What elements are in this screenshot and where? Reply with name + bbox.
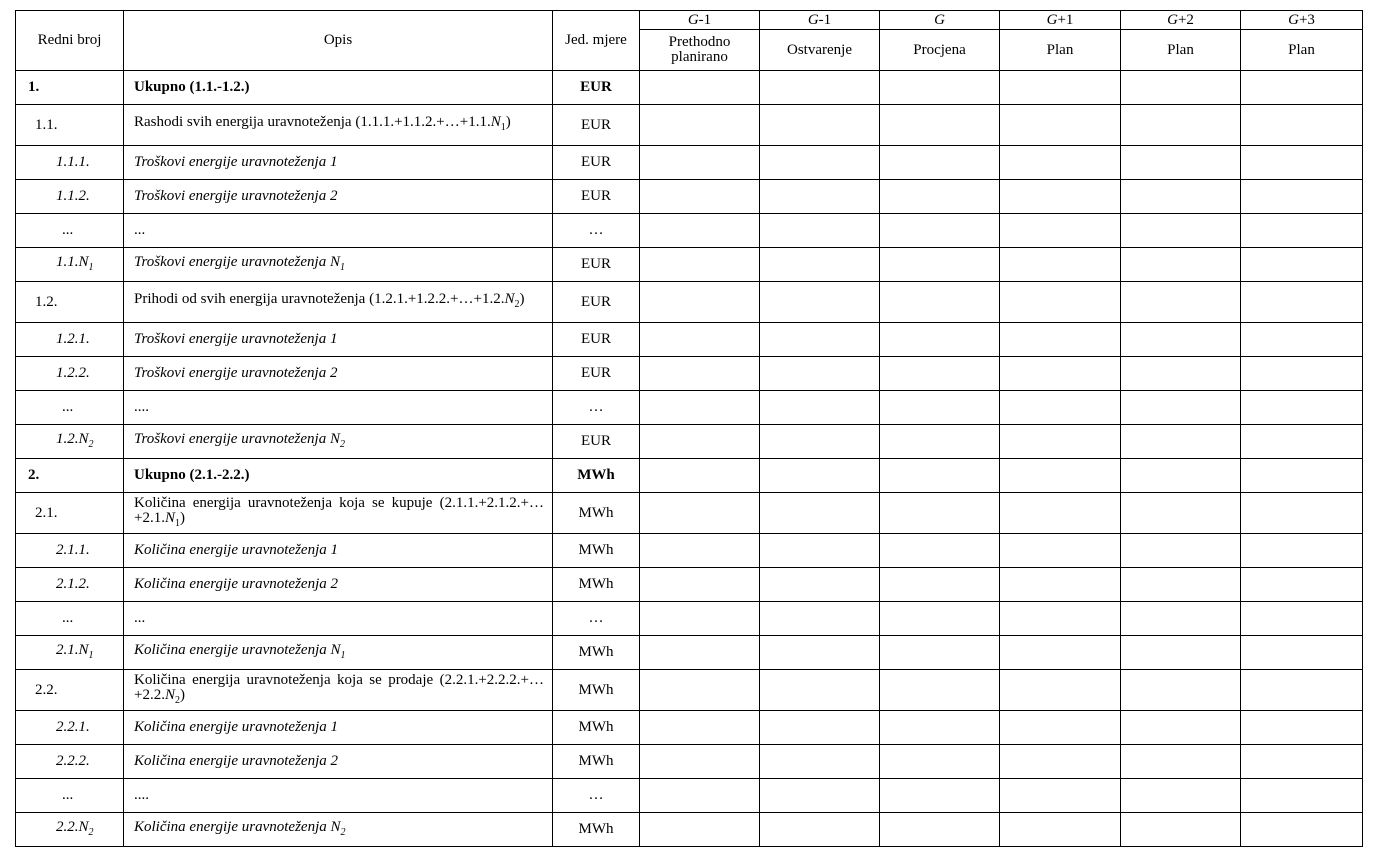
table-row [16, 323, 1363, 357]
row-unit: … [553, 214, 640, 248]
row-unit: MWh [553, 534, 640, 568]
table-body [16, 71, 1363, 847]
value-cell[interactable] [880, 357, 1000, 391]
value-cell[interactable] [760, 602, 880, 636]
row-unit: MWh [553, 636, 640, 670]
row-description: Troškovi energije uravnoteženja 2 [124, 180, 553, 214]
row-number: 1.2.2. [16, 357, 124, 391]
value-cell[interactable] [1000, 711, 1121, 745]
value-cell[interactable] [1000, 323, 1121, 357]
value-cell[interactable] [1121, 534, 1241, 568]
value-cell[interactable] [640, 534, 760, 568]
value-cell[interactable] [1121, 248, 1241, 282]
value-cell[interactable] [880, 146, 1000, 180]
row-description: Količina energije uravnoteženja 2 [124, 568, 553, 602]
row-number: 2.2. [16, 670, 124, 711]
row-description: Količina energija uravnoteženja koja se prodaje $(2.2.1.+2.2.2.+\dots+2.2.N_2)$ [124, 670, 553, 711]
row-description: Količina energije uravnoteženja $N_1$ [124, 636, 553, 670]
header-label: Procjena [880, 30, 1000, 71]
table-row [16, 534, 1363, 568]
value-cell[interactable] [880, 568, 1000, 602]
value-cell[interactable] [1241, 146, 1363, 180]
value-cell[interactable] [1000, 425, 1121, 459]
value-cell[interactable] [640, 282, 760, 323]
value-cell[interactable] [1000, 813, 1121, 847]
value-cell[interactable] [640, 602, 760, 636]
table-row [16, 71, 1363, 105]
header-label: Plan [1241, 30, 1363, 71]
value-cell[interactable] [760, 71, 880, 105]
row-number: 1.2. [16, 282, 124, 323]
row-number: 2. [16, 459, 124, 493]
header-label: Ostvarenje [760, 30, 880, 71]
value-cell[interactable] [880, 391, 1000, 425]
value-cell[interactable] [640, 357, 760, 391]
value-cell[interactable] [1241, 493, 1363, 534]
value-cell[interactable] [880, 180, 1000, 214]
value-cell[interactable] [1121, 180, 1241, 214]
row-number: ... [16, 779, 124, 813]
value-cell[interactable] [1121, 813, 1241, 847]
value-cell[interactable] [1000, 568, 1121, 602]
row-unit: EUR [553, 357, 640, 391]
table-row [16, 493, 1363, 534]
value-cell[interactable] [880, 323, 1000, 357]
value-cell[interactable] [640, 493, 760, 534]
value-cell[interactable] [1000, 534, 1121, 568]
value-cell[interactable] [1241, 636, 1363, 670]
row-unit: EUR [553, 71, 640, 105]
value-cell[interactable] [1000, 214, 1121, 248]
row-number: $1.2.N_2$ [16, 425, 124, 459]
table-row [16, 357, 1363, 391]
value-cell[interactable] [640, 670, 760, 711]
value-cell[interactable] [1241, 602, 1363, 636]
value-cell[interactable] [1000, 105, 1121, 146]
row-number: 2.2.2. [16, 745, 124, 779]
row-number: ... [16, 391, 124, 425]
value-cell[interactable] [1000, 146, 1121, 180]
row-description: Troškovi energije uravnoteženja 1 [124, 146, 553, 180]
value-cell[interactable] [880, 282, 1000, 323]
row-number: 2.2.1. [16, 711, 124, 745]
table-row [16, 248, 1363, 282]
row-unit: MWh [553, 670, 640, 711]
value-cell[interactable] [1241, 779, 1363, 813]
value-cell[interactable] [1241, 323, 1363, 357]
value-cell[interactable] [1241, 214, 1363, 248]
header-year: G-1 [640, 11, 760, 30]
value-cell[interactable] [1121, 214, 1241, 248]
row-number: 1. [16, 71, 124, 105]
value-cell[interactable] [760, 425, 880, 459]
value-cell[interactable] [1121, 602, 1241, 636]
value-cell[interactable] [760, 568, 880, 602]
row-unit: … [553, 779, 640, 813]
row-description: Količina energije uravnoteženja 1 [124, 711, 553, 745]
row-unit: EUR [553, 248, 640, 282]
row-description: Rashodi svih energija uravnoteženja $(1.1.1.+1.1.2.+\dots+1.1.N_1)$ [124, 105, 553, 146]
row-number: ... [16, 214, 124, 248]
value-cell[interactable] [640, 568, 760, 602]
value-cell[interactable] [1121, 282, 1241, 323]
value-cell[interactable] [1000, 493, 1121, 534]
value-cell[interactable] [640, 180, 760, 214]
table-row [16, 425, 1363, 459]
value-cell[interactable] [1241, 71, 1363, 105]
value-cell[interactable] [1121, 71, 1241, 105]
value-cell[interactable] [760, 146, 880, 180]
header-year: G-1 [760, 11, 880, 30]
value-cell[interactable] [1241, 357, 1363, 391]
value-cell[interactable] [1000, 248, 1121, 282]
value-cell[interactable] [880, 602, 1000, 636]
value-cell[interactable] [1241, 282, 1363, 323]
table-row [16, 180, 1363, 214]
value-cell[interactable] [1241, 425, 1363, 459]
header-label: Plan [1121, 30, 1241, 71]
value-cell[interactable] [760, 105, 880, 146]
value-cell[interactable] [880, 711, 1000, 745]
table-row [16, 602, 1363, 636]
header-year: G+2 [1121, 11, 1241, 30]
balancing-energy-table [15, 10, 1363, 847]
row-unit: MWh [553, 568, 640, 602]
value-cell[interactable] [1241, 459, 1363, 493]
value-cell[interactable] [760, 711, 880, 745]
value-cell[interactable] [1121, 146, 1241, 180]
value-cell[interactable] [760, 180, 880, 214]
table-row [16, 745, 1363, 779]
value-cell[interactable] [1000, 459, 1121, 493]
row-number: $2.1.N_1$ [16, 636, 124, 670]
row-description: Količina energije uravnoteženja 1 [124, 534, 553, 568]
value-cell[interactable] [880, 745, 1000, 779]
value-cell[interactable] [760, 670, 880, 711]
row-number: 1.1.1. [16, 146, 124, 180]
row-unit: … [553, 602, 640, 636]
value-cell[interactable] [1121, 745, 1241, 779]
value-cell[interactable] [640, 745, 760, 779]
row-description: ... [124, 602, 553, 636]
value-cell[interactable] [1241, 180, 1363, 214]
value-cell[interactable] [1000, 636, 1121, 670]
value-cell[interactable] [760, 636, 880, 670]
value-cell[interactable] [1241, 568, 1363, 602]
header-year: G+3 [1241, 11, 1363, 30]
value-cell[interactable] [880, 636, 1000, 670]
value-cell[interactable] [640, 425, 760, 459]
row-unit: MWh [553, 745, 640, 779]
value-cell[interactable] [640, 391, 760, 425]
row-number: 1.2.1. [16, 323, 124, 357]
header-opis: Opis [124, 11, 553, 71]
row-description: Prihodi od svih energija uravnoteženja $(1.2.1.+1.2.2.+\dots+1.2.N_2)$ [124, 282, 553, 323]
value-cell[interactable] [760, 357, 880, 391]
value-cell[interactable] [640, 323, 760, 357]
value-cell[interactable] [1241, 670, 1363, 711]
table-row [16, 105, 1363, 146]
table-row [16, 711, 1363, 745]
header-jed-mjere: Jed. mjere [553, 11, 640, 71]
value-cell[interactable] [1121, 425, 1241, 459]
value-cell[interactable] [760, 391, 880, 425]
value-cell[interactable] [640, 105, 760, 146]
header-row-top [16, 11, 1363, 30]
value-cell[interactable] [640, 71, 760, 105]
table-row [16, 459, 1363, 493]
row-unit: MWh [553, 711, 640, 745]
row-unit: EUR [553, 180, 640, 214]
value-cell[interactable] [1000, 391, 1121, 425]
table-row [16, 670, 1363, 711]
value-cell[interactable] [1000, 745, 1121, 779]
value-cell[interactable] [1000, 282, 1121, 323]
value-cell[interactable] [640, 636, 760, 670]
table-row [16, 636, 1363, 670]
value-cell[interactable] [760, 493, 880, 534]
value-cell[interactable] [880, 105, 1000, 146]
value-cell[interactable] [640, 214, 760, 248]
value-cell[interactable] [760, 779, 880, 813]
value-cell[interactable] [760, 745, 880, 779]
value-cell[interactable] [1241, 711, 1363, 745]
row-description: .... [124, 779, 553, 813]
row-description: Troškovi energije uravnoteženja 2 [124, 357, 553, 391]
row-unit: EUR [553, 425, 640, 459]
value-cell[interactable] [1000, 71, 1121, 105]
table-row [16, 391, 1363, 425]
value-cell[interactable] [1121, 391, 1241, 425]
value-cell[interactable] [760, 323, 880, 357]
value-cell[interactable] [1000, 602, 1121, 636]
row-number: 2.1. [16, 493, 124, 534]
value-cell[interactable] [880, 71, 1000, 105]
value-cell[interactable] [760, 813, 880, 847]
value-cell[interactable] [640, 813, 760, 847]
value-cell[interactable] [880, 670, 1000, 711]
row-description: Količina energija uravnoteženja koja se kupuje $(2.1.1.+2.1.2.+\dots+2.1.N_1)$ [124, 493, 553, 534]
value-cell[interactable] [640, 711, 760, 745]
row-unit: … [553, 391, 640, 425]
value-cell[interactable] [760, 248, 880, 282]
value-cell[interactable] [1241, 534, 1363, 568]
row-description: .... [124, 391, 553, 425]
value-cell[interactable] [1241, 745, 1363, 779]
row-number: $2.2.N_2$ [16, 813, 124, 847]
value-cell[interactable] [880, 493, 1000, 534]
value-cell[interactable] [880, 248, 1000, 282]
value-cell[interactable] [1000, 180, 1121, 214]
row-unit: EUR [553, 323, 640, 357]
table-row [16, 568, 1363, 602]
value-cell[interactable] [1121, 323, 1241, 357]
row-number: $1.1.N_1$ [16, 248, 124, 282]
value-cell[interactable] [1121, 493, 1241, 534]
row-description: ... [124, 214, 553, 248]
row-description: Ukupno (1.1.-1.2.) [124, 71, 553, 105]
table-row [16, 282, 1363, 323]
header-year: G+1 [1000, 11, 1121, 30]
value-cell[interactable] [880, 459, 1000, 493]
value-cell[interactable] [1241, 105, 1363, 146]
header-label: Prethodno planirano [640, 30, 760, 71]
row-description: Ukupno (2.1.-2.2.) [124, 459, 553, 493]
value-cell[interactable] [760, 282, 880, 323]
value-cell[interactable] [1121, 636, 1241, 670]
value-cell[interactable] [1241, 248, 1363, 282]
row-number: 2.1.1. [16, 534, 124, 568]
value-cell[interactable] [640, 459, 760, 493]
value-cell[interactable] [1121, 568, 1241, 602]
table-row [16, 779, 1363, 813]
value-cell[interactable] [760, 459, 880, 493]
row-number: ... [16, 602, 124, 636]
table-row [16, 146, 1363, 180]
value-cell[interactable] [760, 534, 880, 568]
value-cell[interactable] [1241, 391, 1363, 425]
row-number: 1.1. [16, 105, 124, 146]
value-cell[interactable] [1121, 357, 1241, 391]
row-number: 1.1.2. [16, 180, 124, 214]
value-cell[interactable] [880, 534, 1000, 568]
value-cell[interactable] [640, 146, 760, 180]
value-cell[interactable] [1000, 357, 1121, 391]
row-unit: EUR [553, 146, 640, 180]
table-row [16, 813, 1363, 847]
value-cell[interactable] [1121, 670, 1241, 711]
value-cell[interactable] [1121, 105, 1241, 146]
header-label: Plan [1000, 30, 1121, 71]
row-description: Troškovi energije uravnoteženja $N_2$ [124, 425, 553, 459]
value-cell[interactable] [880, 813, 1000, 847]
value-cell[interactable] [880, 779, 1000, 813]
value-cell[interactable] [1000, 779, 1121, 813]
value-cell[interactable] [640, 779, 760, 813]
row-unit: EUR [553, 282, 640, 323]
row-number: 2.1.2. [16, 568, 124, 602]
value-cell[interactable] [880, 425, 1000, 459]
value-cell[interactable] [760, 214, 880, 248]
row-description: Troškovi energije uravnoteženja 1 [124, 323, 553, 357]
row-unit: EUR [553, 105, 640, 146]
value-cell[interactable] [880, 214, 1000, 248]
row-description: Količina energije uravnoteženja $N_2$ [124, 813, 553, 847]
value-cell[interactable] [1121, 779, 1241, 813]
value-cell[interactable] [1241, 813, 1363, 847]
header-year: G [880, 11, 1000, 30]
value-cell[interactable] [1000, 670, 1121, 711]
row-description: Troškovi energije uravnoteženja $N_1$ [124, 248, 553, 282]
table-row [16, 214, 1363, 248]
value-cell[interactable] [1121, 711, 1241, 745]
value-cell[interactable] [1121, 459, 1241, 493]
row-description: Količina energije uravnoteženja 2 [124, 745, 553, 779]
value-cell[interactable] [640, 248, 760, 282]
header-redni-broj: Redni broj [16, 11, 124, 71]
row-unit: MWh [553, 459, 640, 493]
row-unit: MWh [553, 493, 640, 534]
row-unit: MWh [553, 813, 640, 847]
